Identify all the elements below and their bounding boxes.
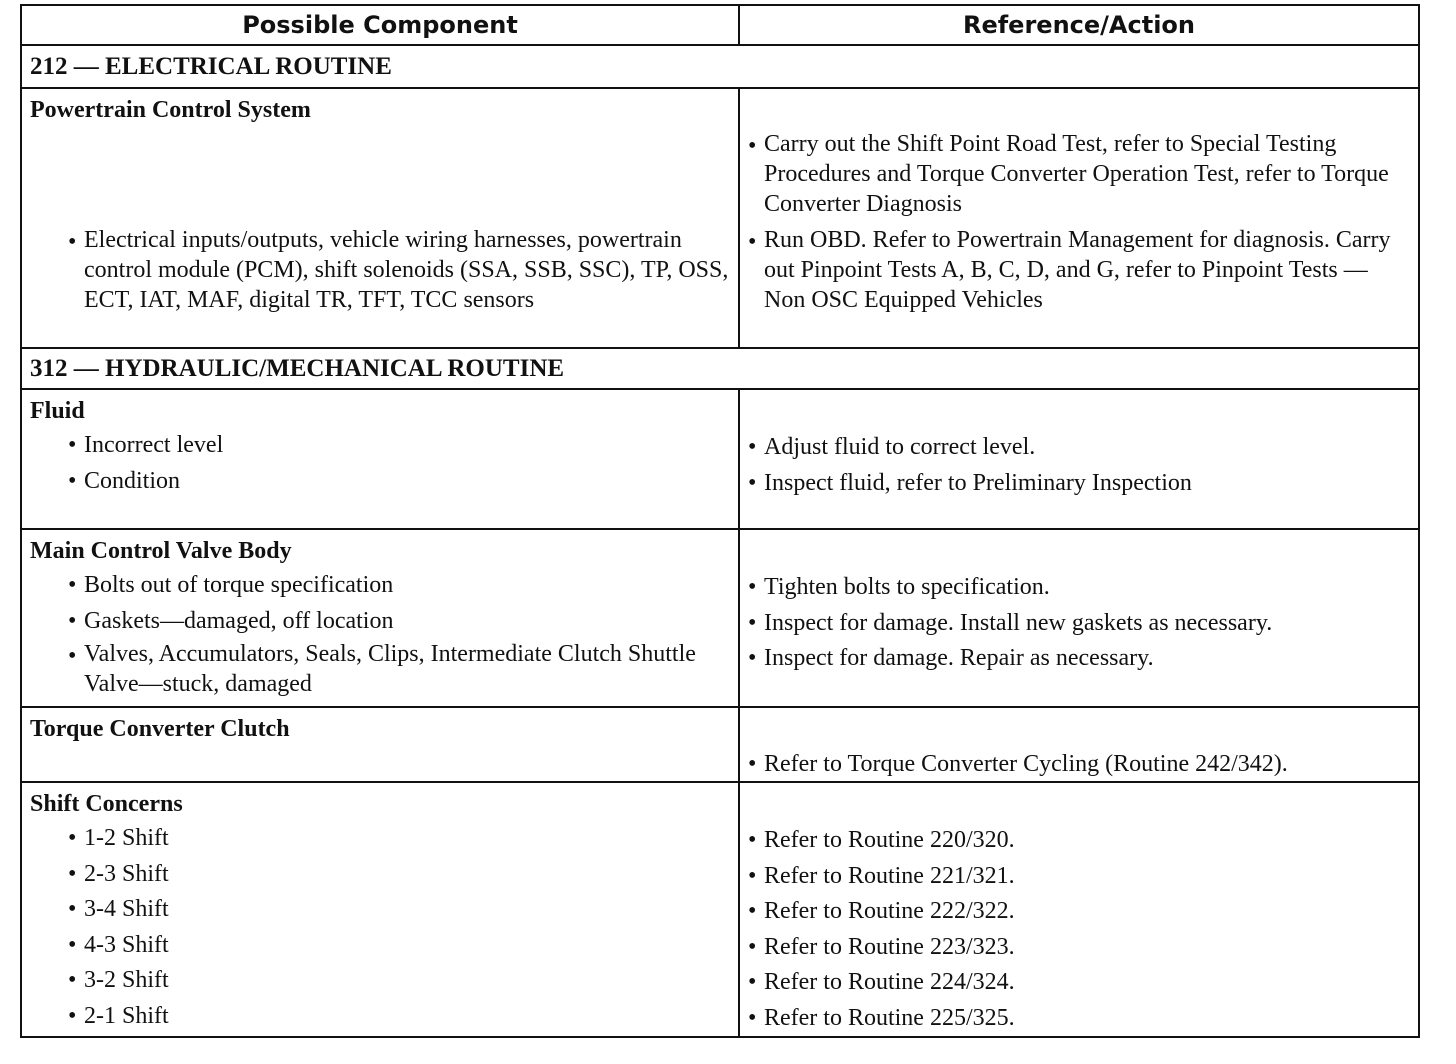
action-item: • Tighten bolts to specification. xyxy=(748,570,1410,606)
bullet-icon: • xyxy=(748,933,757,960)
component-title: Shift Concerns xyxy=(30,791,183,817)
action-item: • Refer to Routine 222/322. xyxy=(748,894,1410,930)
bullet-icon: • xyxy=(748,751,757,777)
action-item: • Refer to Routine 224/324. xyxy=(748,965,1410,1001)
bullet-icon: • xyxy=(748,469,757,496)
action-cell-torque-converter-clutch xyxy=(740,708,1418,783)
action-item: • Refer to Routine 223/323. xyxy=(748,930,1410,966)
component-item: • 3-2 Shift xyxy=(30,963,730,999)
bullet-icon: • xyxy=(68,860,77,887)
action-cell-shift-concerns xyxy=(740,783,1418,1036)
component-title: Fluid xyxy=(30,398,85,424)
component-item: • Bolts out of torque specification xyxy=(30,568,730,604)
action-item: • Refer to Routine 220/320. xyxy=(748,823,1410,859)
action-item: • Refer to Routine 221/321. xyxy=(748,859,1410,895)
bullet-icon: • xyxy=(68,967,77,993)
component-item: • 1-2 Shift xyxy=(30,821,730,857)
bullet-icon: • xyxy=(68,896,77,922)
component-item: • 2-1 Shift xyxy=(30,999,730,1035)
bullet-icon: • xyxy=(748,1004,757,1031)
bullet-icon: • xyxy=(68,467,77,494)
component-item: • Gaskets—damaged, off location xyxy=(30,604,730,640)
action-item: • Carry out the Shift Point Road Test, refer to Special Testing Procedures and Torque Converter Operation Test, refer to Torque Converter Diagnosis xyxy=(748,131,1389,217)
component-cell-shift-concerns xyxy=(22,783,740,1036)
bullet-icon: • xyxy=(748,969,757,995)
bullet-icon: • xyxy=(68,572,77,598)
component-cell-main-control-valve-body xyxy=(22,530,740,708)
column-header-reference-action: Reference/Action xyxy=(740,6,1418,46)
component-item: • 3-4 Shift xyxy=(30,892,730,928)
bullet-icon: • xyxy=(748,645,757,671)
component-item: • 4-3 Shift xyxy=(30,928,730,964)
component-item: • Electrical inputs/outputs, vehicle wiring harnesses, powertrain control module (PCM), shift solenoids (SSA, SSB, SSC), TP, OSS, ECT, IAT, MAF, digital TR, TFT, TCC sensors xyxy=(68,227,729,313)
component-item: • Incorrect level xyxy=(30,428,730,464)
component-cell-powertrain-control-system xyxy=(22,89,740,349)
bullet-icon: • xyxy=(748,133,757,159)
section-title-hydraulic-mechanical-routine: 312 — HYDRAULIC/MECHANICAL ROUTINE xyxy=(22,349,1418,390)
column-header-possible-component: Possible Component xyxy=(22,6,740,46)
action-item: • Refer to Torque Converter Cycling (Routine 242/342). xyxy=(748,747,1410,783)
action-cell-fluid xyxy=(740,390,1418,530)
component-title: Main Control Valve Body xyxy=(30,538,292,564)
bullet-icon: • xyxy=(748,827,757,853)
action-item: • Refer to Routine 225/325. xyxy=(748,1001,1410,1037)
bullet-icon: • xyxy=(748,574,757,600)
bullet-icon: • xyxy=(748,229,757,255)
component-cell-torque-converter-clutch xyxy=(22,708,740,783)
bullet-icon: • xyxy=(68,432,77,458)
component-title: Powertrain Control System xyxy=(30,97,311,123)
bullet-icon: • xyxy=(68,607,77,634)
action-item: • Inspect for damage. Repair as necessary. xyxy=(748,641,1410,677)
component-item: • Valves, Accumulators, Seals, Clips, Intermediate Clutch Shuttle Valve—stuck, damaged xyxy=(68,641,696,697)
action-item: • Inspect fluid, refer to Preliminary Inspection xyxy=(748,466,1410,502)
component-title: Torque Converter Clutch xyxy=(30,716,290,742)
action-cell-main-control-valve-body xyxy=(740,530,1418,708)
bullet-icon: • xyxy=(748,862,757,889)
bullet-icon: • xyxy=(748,434,757,460)
component-item: • 2-3 Shift xyxy=(30,857,730,893)
action-item: • Adjust fluid to correct level. xyxy=(748,430,1410,466)
bullet-icon: • xyxy=(68,643,77,669)
action-item: • Inspect for damage. Install new gaskets as necessary. xyxy=(748,606,1410,642)
bullet-icon: • xyxy=(68,1002,77,1029)
bullet-icon: • xyxy=(748,898,757,924)
action-cell-powertrain-control-system xyxy=(740,89,1418,349)
bullet-icon: • xyxy=(68,229,77,255)
bullet-icon: • xyxy=(68,825,77,851)
section-title-electrical-routine: 212 — ELECTRICAL ROUTINE xyxy=(22,46,1418,89)
component-item: • Condition xyxy=(30,464,730,500)
component-cell-fluid xyxy=(22,390,740,530)
bullet-icon: • xyxy=(68,931,77,958)
action-item: • Run OBD. Refer to Powertrain Management for diagnosis. Carry out Pinpoint Tests A, B, C, D, and G, refer to Pinpoint Tests — Non OSC Equipped Vehicles xyxy=(748,227,1391,313)
diagnosis-table xyxy=(20,4,1420,1038)
bullet-icon: • xyxy=(748,609,757,636)
